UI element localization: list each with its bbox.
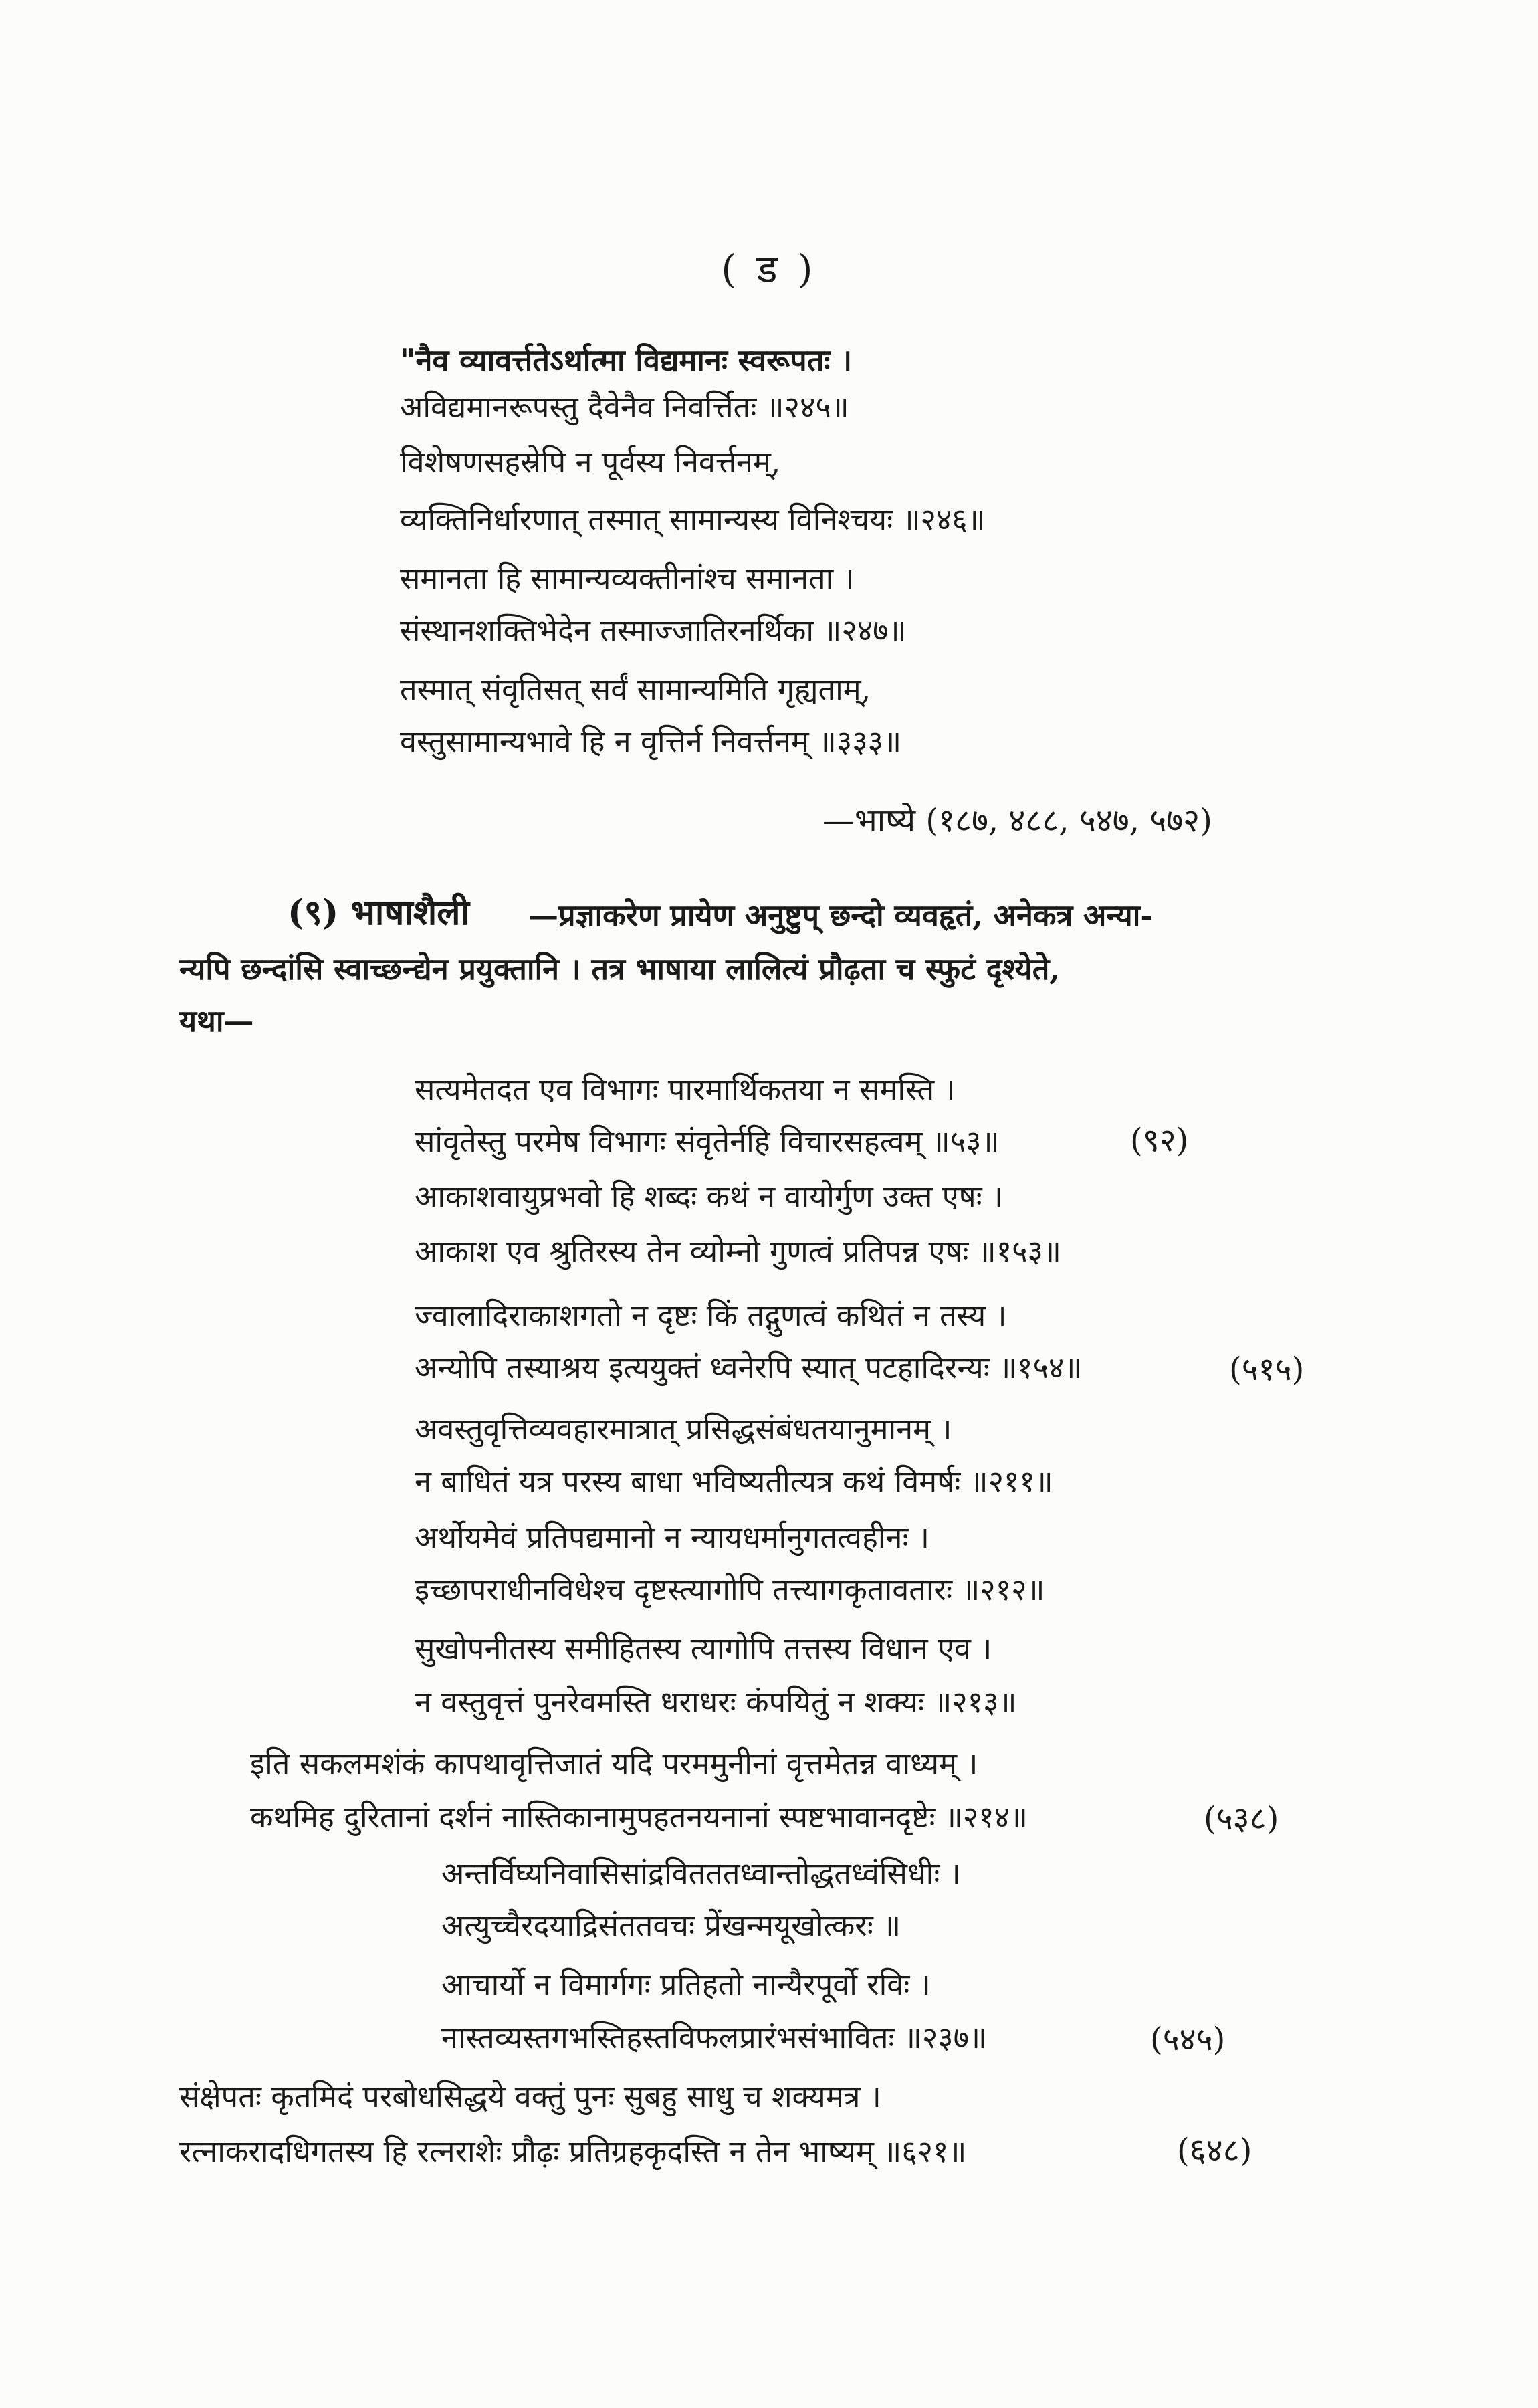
verse-line: आकाशवायुप्रभवो हि शब्दः कथं न वायोर्गुण उक्त एषः । (415, 1179, 1004, 1214)
verse-reference: (६४८) (1177, 2132, 1252, 2169)
verse-line: नास्तव्यस्तगभस्तिहस्तविफलप्रारंभसंभावितः ॥२३७॥ (441, 2020, 987, 2055)
verse-line: तस्मात् संवृतिसत् सर्वं सामान्यमिति गृह्यताम्, (400, 672, 871, 707)
verse-line: अन्योपि तस्याश्रय इत्ययुक्तं ध्वनेरपि स्यात् पटहादिरन्यः ॥१५४॥ (415, 1350, 1083, 1385)
verse-line: अवस्तुवृत्तिव्यवहारमात्रात् प्रसिद्धसंबंधतयानुमानम् । (415, 1411, 952, 1447)
page-number: ( ड ) (721, 246, 817, 292)
verse-line: "नैव व्यावर्त्ततेऽर्थात्मा विद्यमानः स्वरूपतः । (400, 342, 853, 378)
verse-line: समानता हि सामान्यव्यक्तीनांश्च समानता । (400, 561, 855, 596)
verse-line: रत्नाकरादधिगतस्य हि रत्नराशेः प्रौढ़ः प्रतिग्रहकृदस्ति न तेन भाष्यम् ॥६२१॥ (179, 2134, 967, 2169)
verse-line: संस्थानशक्तिभेदेन तस्माज्जातिरनर्थिका ॥२४७॥ (400, 613, 907, 648)
verse-line: आकाश एव श्रुतिरस्य तेन व्योम्नो गुणत्वं प्रतिपन्न एषः ॥१५३॥ (415, 1233, 1061, 1269)
verse-line: व्यक्तिनिर्धारणात् तस्मात् सामान्यस्य विनिश्चयः ॥२४६॥ (400, 502, 986, 537)
verse-line: सुखोपनीतस्य समीहितस्य त्यागोपि तत्तस्य विधान एव । (415, 1631, 992, 1666)
verse-reference: (५३८) (1204, 1800, 1279, 1837)
verse-reference: (५४५) (1150, 2021, 1226, 2058)
verse-line: सांवृतेस्तु परमेष विभागः संवृतेर्नहि विचारसहत्वम् ॥५३॥ (415, 1124, 1000, 1159)
paragraph-line: यथा— (179, 1003, 254, 1039)
section-heading: (९) भाषाशैली (288, 892, 469, 933)
verse-line: वस्तुसामान्यभावे हि न वृत्तिर्न निवर्त्तनम् ॥३३३॥ (400, 724, 902, 759)
verse-reference: (९२) (1130, 1122, 1189, 1159)
verse-line: विशेषणसहस्रेपि न पूर्वस्य निवर्त्तनम्, (400, 444, 781, 480)
verse-line: इति सकलमशंकं कापथावृत्तिजातं यदि परममुनीनां वृत्तमेतन्न वाध्यम् । (250, 1746, 978, 1781)
verse-line: अविद्यमानरूपस्तु दैवेनैव निवर्त्तितः ॥२४५॥ (400, 389, 849, 425)
verse-line: अत्युच्चैरदयाद्रिसंततवचः प्रेंखन्मयूखोत्करः ॥ (441, 1908, 901, 1943)
verse-reference: (५१५) (1229, 1350, 1305, 1388)
verse-line: आचार्यो न विमार्गगः प्रतिहतो नान्यैरपूर्वो रविः । (441, 1967, 931, 2002)
verse-line: इच्छापराधीनविधेश्च दृष्टस्त्यागोपि तत्त्यागकृतावतारः ॥२१२॥ (415, 1572, 1045, 1607)
verse-line: न बाधितं यत्र परस्य बाधा भविष्यतीत्यत्र कथं विमर्षः ॥२११॥ (415, 1464, 1053, 1499)
verse-line: ज्वालादिराकाशगतो न दृष्टः किं तद्गुणत्वं कथितं न तस्य । (415, 1298, 1007, 1333)
verse-line: न वस्तुवृत्तं पुनरेवमस्ति धराधरः कंपयितुं न शक्यः ॥२१३॥ (415, 1684, 1017, 1720)
paragraph-line: न्यपि छन्दांसि स्वाच्छन्द्येन प्रयुक्तानि । तत्र भाषाया लालित्यं प्रौढ़ता च स्फुटं दृश्येते, (179, 951, 1061, 987)
verse-line: सत्यमेतदत एव विभागः पारमार्थिकतया न समस्ति । (415, 1072, 956, 1107)
verse-line: संक्षेपतः कृतमिदं परबोधसिद्धये वक्तुं पुनः सुबहु साधु च शक्यमत्र । (179, 2079, 881, 2114)
verse-line: अर्थोयमेवं प्रतिपद्यमानो न न्यायधर्मानुगतत्वहीनः । (415, 1520, 929, 1555)
paragraph-line: —प्रज्ञाकरेण प्रायेण अनुष्टुप् छन्दो व्यवहृतं, अनेकत्र अन्या- (528, 898, 1154, 933)
verse-line: अन्तर्विघ्यनिवासिसांद्रवितततध्वान्तोद्धतध्वंसिधीः । (441, 1855, 961, 1891)
verse-line: कथमिह दुरितानां दर्शनं नास्तिकानामुपहतनयनानां स्पष्टभावानदृष्टेः ॥२१४॥ (250, 1799, 1028, 1835)
source-reference: —भाष्ये (१८७, ४८८, ५४७, ५७२) (822, 802, 1212, 839)
